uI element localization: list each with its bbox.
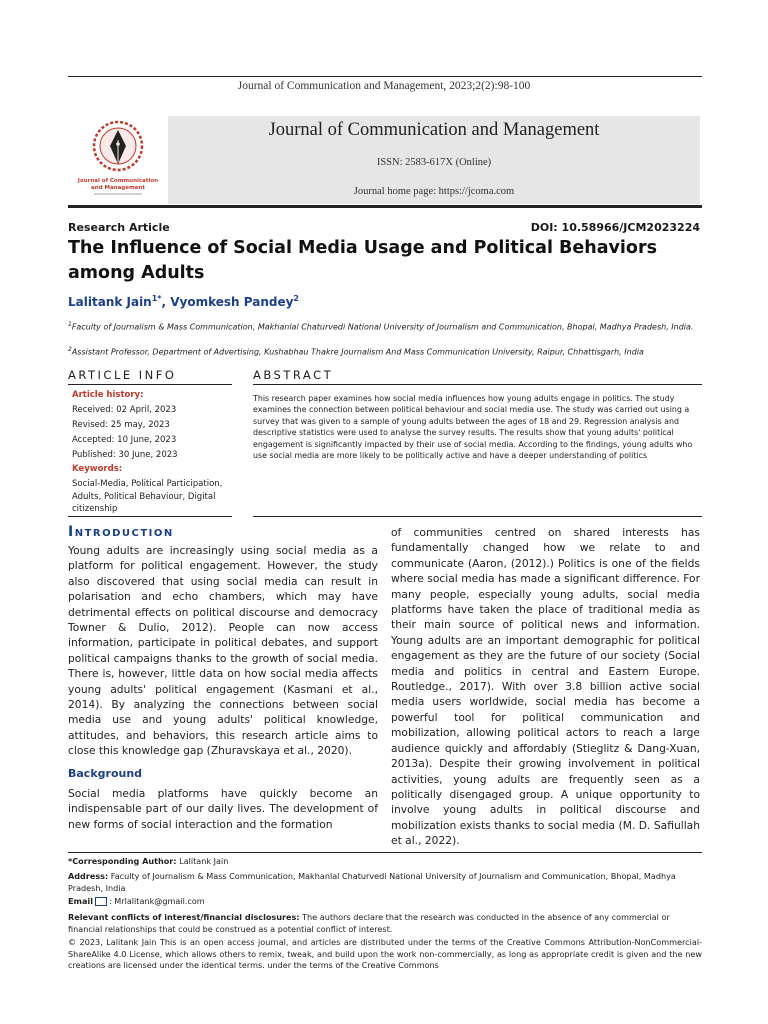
abstract-bottom-rule bbox=[253, 516, 702, 517]
mail-icon bbox=[95, 897, 107, 906]
journal-homepage[interactable]: Journal home page: https://jcoma.com bbox=[353, 186, 515, 197]
keywords: Social-Media, Political Participation, Adults, Political Behaviour, Digital citizenship bbox=[72, 479, 223, 515]
author-list: Lalitank Jain$^{1*}$, Vyomkesh Pandey$^2$ bbox=[68, 294, 299, 309]
license-text: © 2023, Lalitank Jain This is an open access journal, and articles are distributed under the terms of the Creative Commons Attribution-NonCommercial-ShareAlike 4.0 License, which allows others to remix, tweak, and build upon the work non-commercially, as long as appropriate credit is given and the new creations are licensed under the identical terms. under the terms of the Creative Commons bbox=[68, 937, 702, 970]
background-paragraph: Social media platforms have quickly become an indispensable part of our daily lives. The development of new forms of social interaction and the formation bbox=[68, 787, 378, 831]
journal-citation: Journal of Communication and Management, 2023;2(2):98-100 bbox=[237, 80, 531, 92]
accepted-date: Accepted: 10 June, 2023 bbox=[72, 435, 177, 445]
right-column-paragraph: of communities centred on shared interests has fundamentally changed how we relate to and communicate (Aaron, (2012).) Politics is one of the fields where social media has made a significant difference. For many people, especially young adults, social media platforms have taken the place of traditional media as their main source of political news and information. Young adults are an important demographic for political engagement as they are the future of our society (Social media and politics in central and Eastern Europe. Routledge., 2017). With over 3.8 billion active social media users worldwide, social media has become a powerful tool for political communication and mobilization, allowing political actors to reach a large audience quickly and affordably (Stieglitz & Dang-Xuan, 2013a). Despite their growing involvement in political activities, young adults are frequently seen as a politically disengaged group. A unique opportunity to involve young adults in political discourse and mobilization exists thanks to social media (M. D. Safiullah et al., 2022). bbox=[391, 526, 700, 848]
affiliation-1: $^1$Faculty of Journalism & Mass Communication, Makhanlal Chaturvedi National University of Journalism and Communication, Bhopal, Madhya Pradesh, India. bbox=[68, 321, 694, 332]
banner-rule bbox=[68, 205, 702, 208]
article-title: The Influence of Social Media Usage and Political Behaviors among Adults bbox=[68, 238, 658, 283]
introduction-heading: Introduction bbox=[68, 524, 174, 540]
abstract-rule bbox=[253, 384, 702, 385]
article-type: Research Article bbox=[68, 221, 170, 234]
received-date: Received: 02 April, 2023 bbox=[72, 405, 177, 415]
published-date: Published: 30 June, 2023 bbox=[72, 450, 178, 460]
abstract-heading: ABSTRACT bbox=[253, 368, 334, 382]
top-rule bbox=[68, 76, 702, 77]
email-address[interactable]: : Mrlalitank@gmail.com bbox=[108, 896, 205, 906]
journal-issn: ISSN: 2583-617X (Online) bbox=[376, 157, 492, 168]
corresponding-author: *Corresponding Author: Lalitank Jain bbox=[68, 856, 229, 866]
pen-nib-icon bbox=[70, 118, 166, 206]
journal-title: Journal of Communication and Management bbox=[268, 120, 600, 140]
revised-date: Revised: 25 may, 2023 bbox=[72, 420, 170, 430]
email-line: Email : Mrlalitank@gmail.com bbox=[68, 896, 205, 906]
keywords-label: Keywords: bbox=[72, 464, 123, 474]
address: Address: Faculty of Journalism & Mass Communication, Makhanlal Chaturvedi National University of Journalism and Communication, Bhopal, Madhya Pradesh, India bbox=[68, 871, 676, 893]
author-sup: 2 bbox=[293, 294, 299, 303]
svg-text:Journal of Communication: Journal of Communication bbox=[77, 178, 159, 184]
journal-logo bbox=[70, 118, 166, 206]
article-doi[interactable]: DOI: 10.58966/JCM2023224 bbox=[530, 221, 700, 234]
info-bottom-rule bbox=[68, 516, 232, 517]
footnote-rule bbox=[68, 852, 702, 853]
author-name[interactable]: Lalitank Jain bbox=[68, 295, 152, 309]
svg-text:and Management: and Management bbox=[91, 185, 145, 191]
background-heading: Background bbox=[68, 767, 143, 780]
author-name[interactable]: Vyomkesh Pandey bbox=[170, 295, 294, 309]
affiliation-2: $^2$Assistant Professor, Department of Advertising, Kushabhau Thakre Journalism And Mass Communication University, Raipur, Chhattisgarh, India bbox=[68, 346, 644, 357]
article-info-heading: ARTICLE INFO bbox=[68, 368, 177, 382]
author-sup: 1* bbox=[151, 294, 162, 303]
abstract-text: This research paper examines how social media influences how young adults engage in politics. The study examines the connection between political behaviour and social media use. The study was carried out using a survey that was given to a sample of young adults between the ages of 18 and 29. Regression analysis and descriptive statistics were used to analyse the survey results. The results show that young adults' political engagement is significantly impacted by their use of social media. According to the findings, young adults who use social media are more likely to be politically active and have a deeper understanding of politics bbox=[253, 394, 693, 461]
history-label: Article history: bbox=[72, 390, 144, 400]
intro-paragraph: Young adults are increasingly using social media as a platform for political engagement. However, the study also discovered that using social media can result in polarisation and echo chambers, which may have detrimental effects on political discourse and democracy Towner & Dulio, 2012). People can now access information, participate in political debates, and support political campaigns thanks to the growth of social media. There is, however, little data on how social media affects young adults' political engagement (Kasmani et al., 2014). By analyzing the connections between social media use and young adults' political knowledge, attitudes, and behaviors, this research article aims to close this knowledge gap (Zhuravskaya et al., 2020). bbox=[68, 544, 378, 758]
conflict-disclosure: Relevant conflicts of interest/financial disclosures: The authors declare that the research was conducted in the absence of any commercial or financial relationships that could be construed as a potential conflict of interest. bbox=[68, 912, 670, 934]
info-rule bbox=[68, 384, 232, 385]
